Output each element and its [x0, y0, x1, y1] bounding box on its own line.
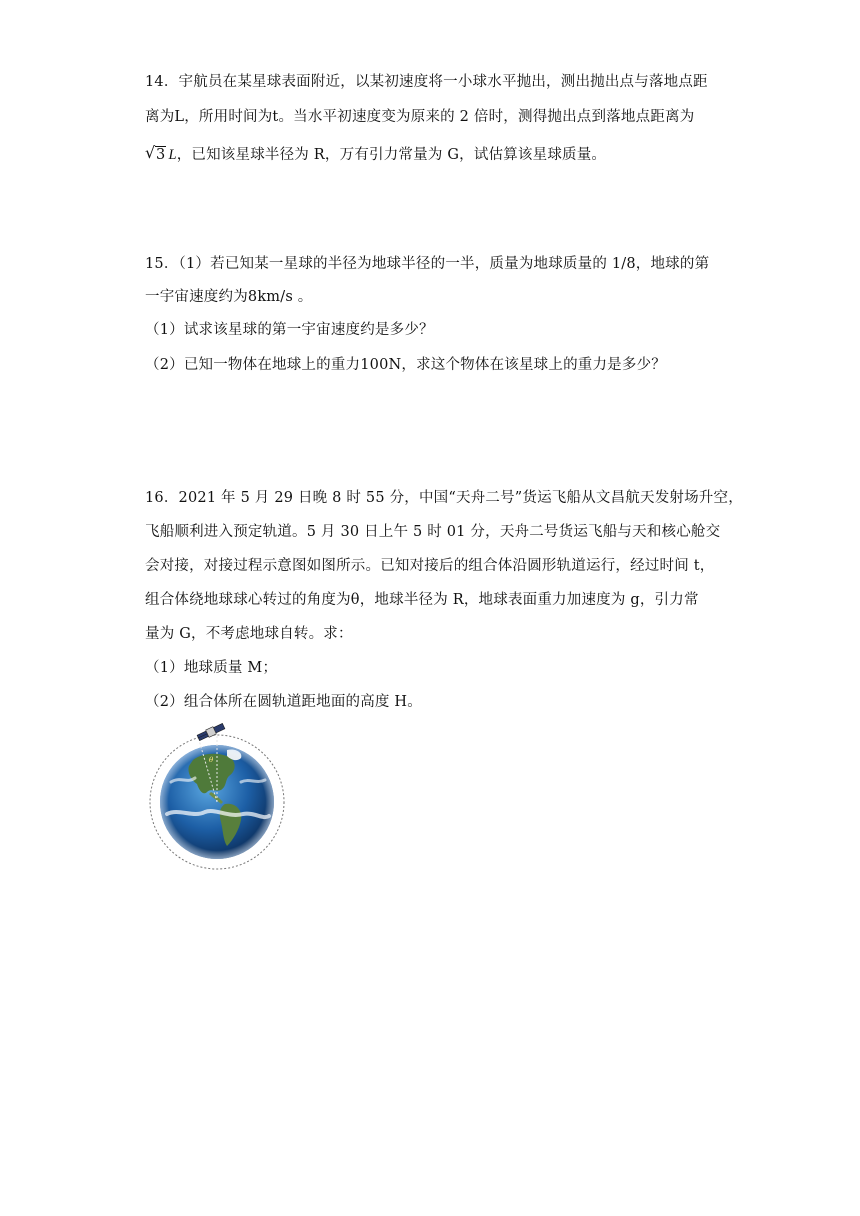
earth-orbit-diagram [145, 722, 290, 874]
q14-line-1: 14．宇航员在某星球表面附近，以某初速度将一小球水平抛出，测出抛出点与落地点距 [145, 74, 708, 90]
q16-line-5: 量为 G，不考虑地球自转。求： [145, 626, 353, 642]
q15-line-1: 15．（1）若已知某一星球的半径为地球半径的一半，质量为地球质量的 1/8，地球的第 [145, 256, 710, 272]
q14-line-3-text: ，已知该星球半径为 R，万有引力常量为 G，试估算该星球质量。 [176, 147, 607, 163]
q16-subquestion-1: （1）地球质量 M； [145, 660, 278, 676]
spacecraft-icon [197, 722, 226, 741]
q14-line-2: 离为L，所用时间为t。当水平初速度变为原来的 2 倍时，测得抛出点到落地点距离为 [145, 109, 695, 125]
q16-line-1: 16．2021 年 5 月 29 日晚 8 时 55 分，中国“天舟二号”货运飞船从文昌航天发射场升空， [145, 490, 743, 506]
q16-line-4: 组合体绕地球球心转过的角度为θ，地球半径为 R，地球表面重力加速度为 g，引力常 [145, 592, 699, 608]
q14-var-L: L [168, 147, 177, 163]
sqrt-expression: √ 3 [145, 143, 166, 163]
q16-subquestion-2: （2）组合体所在圆轨道距地面的高度 H。 [145, 694, 422, 710]
q15-subquestion-1: （1）试求该星球的第一宇宙速度约是多少？ [145, 322, 434, 338]
earth-orbit-figure [145, 722, 290, 874]
theta-label: θ [209, 756, 214, 764]
q16-line-2: 飞船顺利进入预定轨道。5 月 30 日上午 5 时 01 分，天舟二号货运飞船与天和核心舱交 [145, 524, 721, 540]
q14-line-3 [145, 145, 606, 165]
q15-line-2: 一宇宙速度约为8km/s 。 [145, 289, 313, 305]
q16-line-3: 会对接，对接过程示意图如图所示。已知对接后的组合体沿圆形轨道运行，经过时间 t， [145, 558, 715, 574]
q15-subquestion-2: （2）已知一物体在地球上的重力100N，求这个物体在该星球上的重力是多少？ [145, 357, 666, 373]
